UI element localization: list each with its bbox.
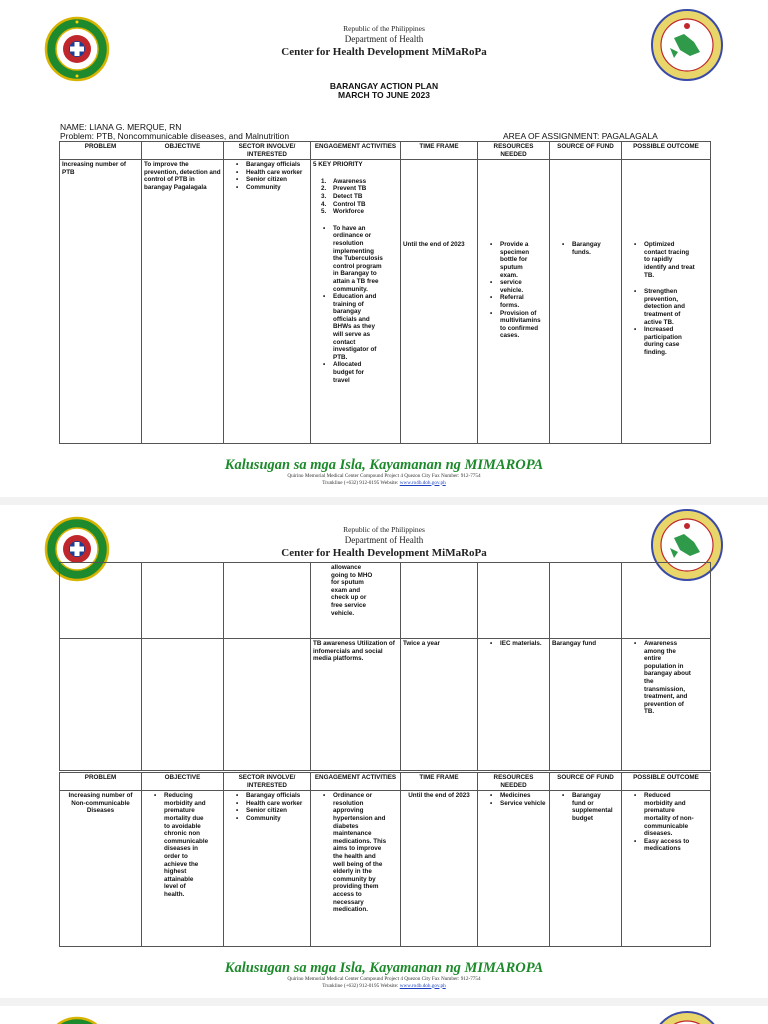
col-problem: PROBLEM [60,773,142,791]
fund-cell [550,160,622,444]
list-item: • Barangay officials [226,792,308,800]
list-item: • Referral forms. [480,294,547,309]
objective-cell [142,791,224,947]
letterhead-line-2: Department of Health [344,34,424,44]
table-row [60,563,711,639]
list-item: • Barangay officials [226,161,308,169]
letterhead-line-1: Republic of the Philippines [343,525,425,534]
list-item: 4. Control TB [321,200,366,208]
table-row [60,639,711,771]
sector-cell [224,160,311,444]
col-objective: OBJECTIVE [142,773,224,791]
list-item: • To have an ordinance or resolution implementing the Tuberculosis control program in Barangay to attain a TB free community. [313,225,398,293]
list-item: • Education and training of barangay officials and BHWs as they will serve as contact investigator of PTB. [313,293,398,361]
col-source-fund: SOURCE OF FUND [550,142,622,160]
col-source-fund: SOURCE OF FUND [550,773,622,791]
activity-text: allowance going to MHO for sputum exam and check up or free service vehicle. [331,564,373,617]
footer-website-link[interactable]: www.ro4b.doh.gov.ph [399,982,446,989]
list-item: • Service vehicle [480,800,547,808]
footer [0,960,768,989]
plan-period: MARCH TO JUNE 2023 [338,90,430,100]
footer-motto: Kalusugan sa mga Isla, Kayamanan ng MIMAROPA [224,960,544,976]
outcome-cell [622,639,711,771]
list-item: • Senior citizen [226,807,308,815]
col-outcome: POSSIBLE OUTCOME [622,142,711,160]
list-item: • Ordinance or resolution approving hypertension and diabetes maintenance medications. This aims to improve the health and well being of the elderly in the community by providing them access to necessary medication. [313,792,398,914]
outcome-cell [622,791,711,947]
problem-cell: Increasing number of PTB [60,160,142,444]
table-row [60,791,711,947]
letterhead-line-3: Center for Health Development MiMaRoPa [281,46,487,58]
doh-seal-left [44,1016,110,1024]
problem-cell: Increasing number of Non-communicable Diseases [60,791,142,947]
list-item: • Strengthen prevention, detection and treatment of active TB. [624,288,708,326]
footer-trunkline: Trunkline (+632) 912-0195 Website: www.ro4b.doh.gov.ph [322,982,446,989]
list-item: • Provision of multivitamins to confirmed cases. [480,310,547,340]
list-item: • service vehicle. [480,279,547,294]
list-item: 3. Detect TB [321,192,363,200]
list-item: • Health care worker [226,800,308,808]
col-time-frame: TIME FRAME [401,773,478,791]
letterhead-line-1: Republic of the Philippines [343,24,425,33]
col-outcome: POSSIBLE OUTCOME [622,773,711,791]
problem-line: Problem: PTB, Noncommunicable diseases, and Malnutrition [60,131,290,141]
list-item: • Optimized contact tracing to rapidly identify and treat TB. [624,241,708,279]
list-item: • Barangay funds. [552,241,619,256]
col-time-frame: TIME FRAME [401,142,478,160]
table-row [60,160,711,444]
col-problem: PROBLEM [60,142,142,160]
ncd-plan-table [59,772,711,947]
time-frame-cell [401,160,478,444]
list-item: • Reducing morbidity and premature mortality due to avoidable chronic non communicable diseases in order to achieve the highest attainable level of health. [144,792,221,898]
footer-trunkline: Trunkline (+632) 912-0195 Website: www.ro4b.doh.gov.ph [322,479,446,486]
engagement-cell [311,160,401,444]
engagement-cell: TB awareness Utilization of infomercials and social media platforms. [311,639,401,771]
page-1 [0,0,768,497]
footer-address: Quirino Memorial Medical Center Compound Project 4 Quezon City Fax Number: 912-7754 [287,976,481,982]
chd-mimaropa-seal-right [650,1010,724,1024]
priority-title: 5 KEY PRIORITY [313,161,363,169]
time-frame-text: Until the end of 2023 [403,241,465,249]
list-item: • Awareness among the entire population in barangay about the transmission, treatment, and prevention of TB. [624,640,708,716]
list-item: • Senior citizen [226,176,308,184]
letterhead [0,24,768,59]
list-item: • Community [226,184,308,192]
objective-cell: To improve the prevention, detection and control of PTB in barangay Pagalagala [142,160,224,444]
resources-cell [478,791,550,947]
list-item: • Reduced morbidity and premature mortality of non-communicable diseases. [624,792,708,838]
resources-cell [478,639,550,771]
page-3 [0,1006,768,1024]
header-row [60,773,711,791]
list-item: • Provide a specimen bottle for sputum exam. [480,241,547,279]
list-item: 5. Workforce [321,208,365,216]
col-sector: SECTOR INVOLVE/ INTERESTED [224,142,311,160]
list-item: • Barangay fund or supplemental budget [552,792,619,822]
area-line: AREA OF ASSIGNMENT: PAGALAGALA [503,131,658,141]
time-frame-cell: Twice a year [401,639,478,771]
list-item: 2. Prevent TB [321,185,367,193]
list-item: • Medicines [480,792,547,800]
list-item: • Allocated budget for travel [313,361,398,384]
outcome-cell [622,160,711,444]
col-resources: RESOURCES NEEDED [478,773,550,791]
engagement-cell [311,791,401,947]
letterhead [0,525,768,560]
plan-title: BARANGAY ACTION PLAN [329,81,439,91]
time-frame-cell: Until the end of 2023 [401,791,478,947]
page-2 [0,505,768,998]
list-item: • Health care worker [226,169,308,177]
list-item: • IEC materials. [480,640,547,648]
header-row [60,142,711,160]
ptb-plan-table-continued [59,562,711,771]
fund-cell [550,791,622,947]
col-engagement: ENGAGEMENT ACTIVITIES [311,773,401,791]
ptb-plan-table [59,141,711,444]
list-item: • Easy access to medications [624,838,708,853]
footer [0,457,768,486]
list-item: • Increased participation during case finding. [624,326,708,356]
col-engagement: ENGAGEMENT ACTIVITIES [311,142,401,160]
col-resources: RESOURCES NEEDED [478,142,550,160]
col-sector: SECTOR INVOLVE/ INTERESTED [224,773,311,791]
name-line: NAME: LIANA G. MERQUE, RN [60,122,182,132]
engagement-cell [311,563,401,639]
fund-cell: Barangay fund [550,639,622,771]
letterhead-line-2: Department of Health [344,535,424,545]
col-objective: OBJECTIVE [142,142,224,160]
footer-address: Quirino Memorial Medical Center Compound Project 4 Quezon City Fax Number: 912-7754 [287,473,481,479]
letterhead-line-3: Center for Health Development MiMaRoPa [281,547,487,559]
list-item: • Community [226,815,308,823]
resources-cell [478,160,550,444]
list-item: 1. Awareness [321,177,367,185]
sector-cell [224,791,311,947]
footer-motto: Kalusugan sa mga Isla, Kayamanan ng MIMAROPA [224,457,544,473]
footer-website-link[interactable]: www.ro4b.doh.gov.ph [399,479,446,486]
